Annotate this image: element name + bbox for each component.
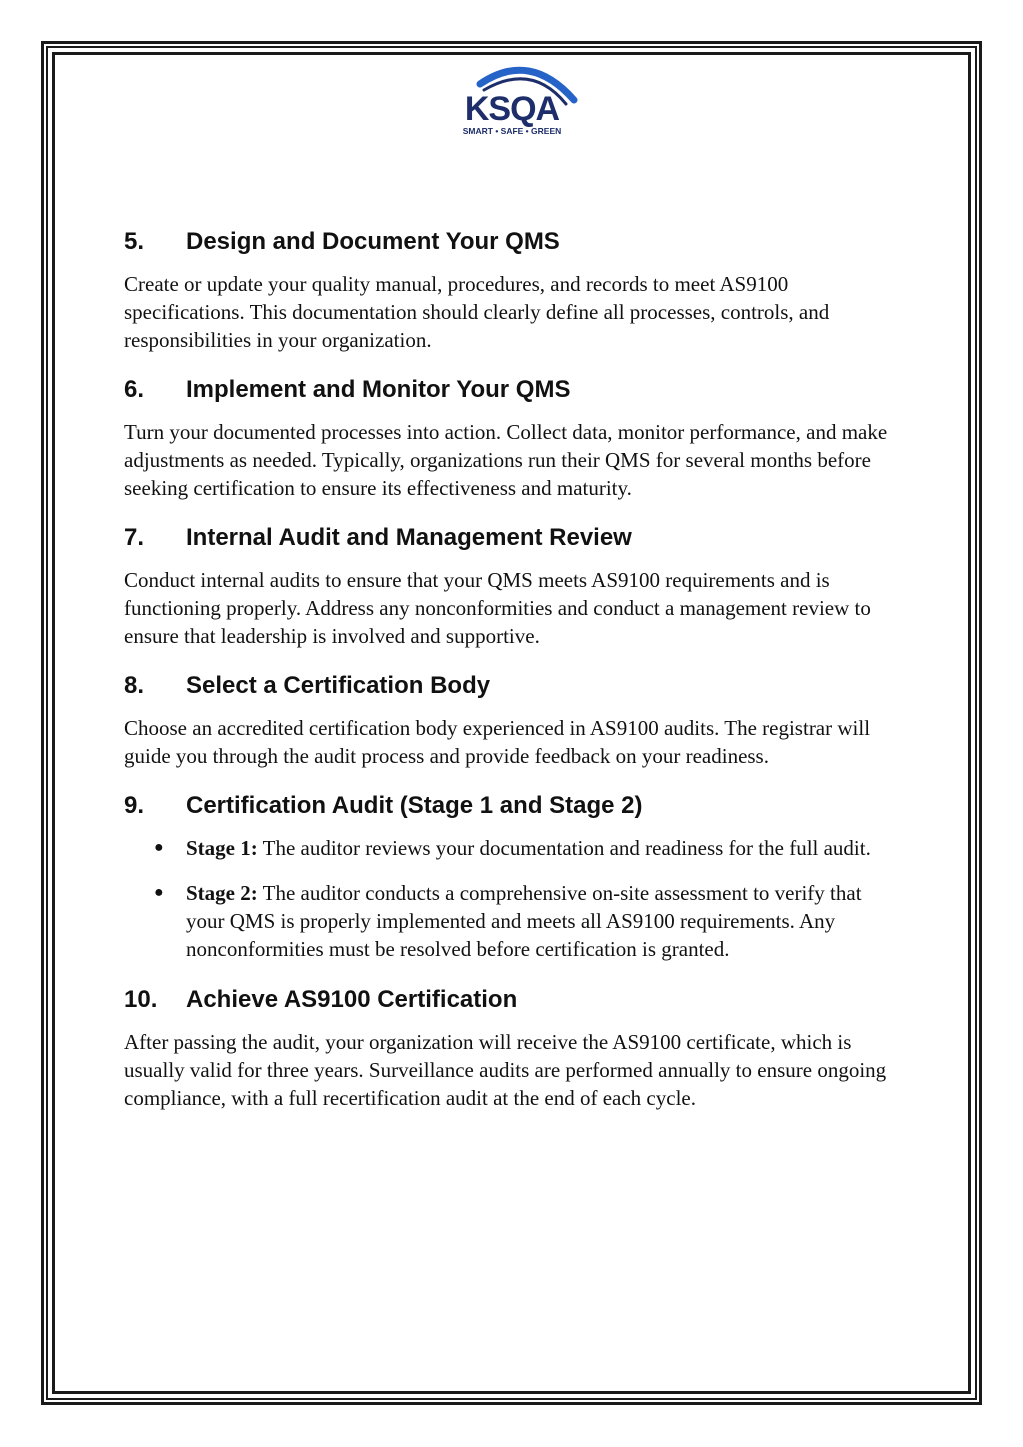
bullet-text: The auditor reviews your documentation and readiness for the full audit. <box>257 836 871 860</box>
list-item <box>124 879 899 963</box>
bullet-label: Stage 1: <box>186 836 258 860</box>
section-heading <box>124 666 899 706</box>
section-number: 7. <box>124 524 145 551</box>
section-heading <box>124 786 899 826</box>
section-7 <box>124 518 899 650</box>
section-number: 9. <box>124 792 145 819</box>
section-title: Implement and Monitor Your QMS <box>186 376 571 403</box>
section-paragraph: Create or update your quality manual, procedures, and records to meet AS9100 specifications. This documentation should clearly define all processes, controls, and responsibilities in your organization. <box>124 272 830 352</box>
section-heading <box>124 980 899 1020</box>
section-title: Achieve AS9100 Certification <box>186 986 518 1013</box>
section-6 <box>124 370 899 502</box>
svg-text:SMART • SAFE • GREEN: SMART • SAFE • GREEN <box>462 126 562 136</box>
bullet-icon: ● <box>154 884 164 901</box>
section-title: Internal Audit and Management Review <box>186 524 632 551</box>
section-heading <box>124 370 899 410</box>
section-heading <box>124 222 899 262</box>
ksqa-logo <box>440 60 584 140</box>
section-title: Design and Document Your QMS <box>186 228 560 255</box>
bullet-icon: ● <box>154 839 164 856</box>
section-9 <box>124 786 899 963</box>
document-body <box>124 222 899 1128</box>
section-8 <box>124 666 899 770</box>
section-number: 6. <box>124 376 145 403</box>
section-number: 5. <box>124 228 145 255</box>
section-paragraph: After passing the audit, your organization will receive the AS9100 certificate, which is usually valid for three years. Surveillance audits are performed annually to ensure ongoing compliance, with a full recertification audit at the end of each cycle. <box>124 1030 887 1110</box>
section-title: Select a Certification Body <box>186 672 491 699</box>
svg-text:KSQA: KSQA <box>464 90 560 128</box>
section-paragraph: Turn your documented processes into action. Collect data, monitor performance, and make adjustments as needed. Typically, organizations run their QMS for several months before seeking certification to ensure its effectiveness and maturity. <box>124 420 888 500</box>
bullet-text: The auditor conducts a comprehensive on-site assessment to verify that your QMS is properly implemented and meets all AS9100 requirements. Any nonconformities must be resolved before certification is granted. <box>186 881 862 961</box>
section-10 <box>124 980 899 1112</box>
list-item <box>124 834 899 862</box>
section-number: 8. <box>124 672 145 699</box>
section-title: Certification Audit (Stage 1 and Stage 2) <box>186 792 643 819</box>
bullet-list <box>124 834 899 963</box>
section-number: 10. <box>124 986 158 1013</box>
section-heading <box>124 518 899 558</box>
bullet-label: Stage 2: <box>186 881 258 905</box>
section-5 <box>124 222 899 354</box>
section-paragraph: Choose an accredited certification body experienced in AS9100 audits. The registrar will guide you through the audit process and provide feedback on your readiness. <box>124 716 871 768</box>
section-paragraph: Conduct internal audits to ensure that your QMS meets AS9100 requirements and is functioning properly. Address any nonconformities and conduct a management review to ensure that leadership is involved and supportive. <box>124 568 871 648</box>
